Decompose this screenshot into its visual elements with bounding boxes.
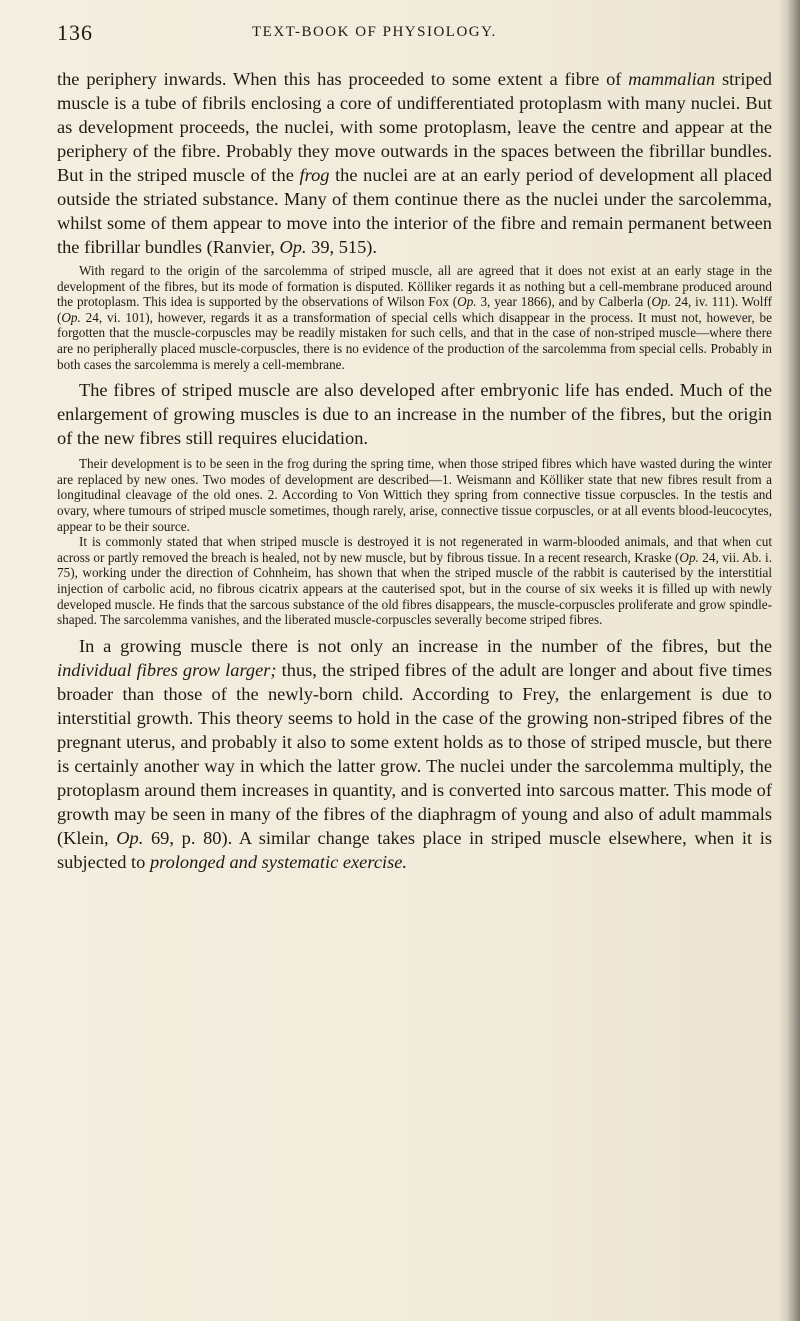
paragraph-growth	[57, 634, 772, 874]
text-run: striped muscle is a tube of fibrils enclosing a core of undifferentiated protoplasm with many nuclei. But as development proceeds, the nuclei, with some protoplasm, leave the centre and appear at the periphery of the fibre. Probably they move outwards in the spaces between the fibrillar bundles. But in the striped muscle of the	[57, 69, 772, 185]
italic-run: individual fibres grow larger;	[57, 659, 277, 680]
running-head: TEXT-BOOK OF PHYSIOLOGY.	[252, 24, 497, 40]
text-run: the periphery inwards. When this has proceeded to some extent a fibre of	[57, 69, 629, 89]
text-run: thus, the striped fibres of the adult are longer and about five times broader than those of the newly-born child. According to Frey, the enlargement is due to interstitial growth. This theory seems to hold in the case of the growing non-striped fibres of the pregnant uterus, and probably it also to some extent holds as to those of striped muscle, but there is certainly another way in which the latter grow. The nuclei under the sarcolemma multiply, the protoplasm around them increases in quantity, and is converted into sarcous matter. This mode of growth may be seen in many of the fibres of the diaphragm of young and also of adult mammals (Klein,	[57, 659, 772, 848]
note-frog-development: Their development is to be seen in the frog during the spring time, when those striped fibres which have wasted during the winter are replaced by new ones. Two modes of development are described—1. Weismann and Kölliker state that new fibres result from a longitudinal cleavage of the old ones. 2. According to Von Wittich they spring from connective tissue corpuscles. In the testis and ovary, where tumours of striped muscle sometimes, though rarely, arise, connective tissue corpuscles, or at all events blood-leucocytes, appear to be their source.	[57, 456, 772, 534]
note-regeneration	[57, 534, 772, 628]
text-run: the nuclei are at an early period of development all placed outside the striated substance. Many of them continue there as the nuclei under the sarcolemma, whilst some of them appear to move into the interior of the fibre and remain permanent between the fibrillar bundles (Ranvier,	[57, 165, 772, 257]
text-run: 24, vii. Ab. i. 75), working under the direction of Cohnheim, has shown that when the striped muscle of the rabbit is cauterised by the interstitial injection of carbolic acid, no fibrous cicatrix appears at the cauterised spot, but in the course of six weeks it is filled up with newly developed muscle. He finds that the sarcous substance of the old fibres disappears, the muscle-corpuscles proliferate and grow spindle-shaped. The sarcolemma vanishes, and the liberated muscle-corpuscles severally become striped fibres.	[57, 549, 772, 628]
text-run: 69, p. 80). A similar change takes place in striped muscle elsewhere, when it is subjected to	[57, 827, 772, 872]
italic-run: prolonged and systematic exercise.	[149, 851, 408, 872]
note-sarcolemma-origin	[57, 263, 772, 372]
page-edge-shadow	[778, 0, 800, 1321]
italic-run: Op.	[679, 549, 699, 565]
italic-run: Op.	[651, 294, 671, 310]
italic-run: mammalian	[628, 69, 716, 89]
page-header	[0, 20, 780, 46]
italic-run: Op.	[61, 309, 81, 325]
italic-run: Op.	[457, 294, 477, 310]
text-run: 24, iv. 111). Wolff (	[57, 294, 772, 325]
page-number: 136	[57, 20, 93, 45]
text-run: It is commonly stated that when striped muscle is destroyed it is not regenerated in warm-blooded animals, and that when cut across or partly removed the breach is healed, not by new muscle, but by fibrous tissue. In a recent research, Kraske (	[57, 534, 772, 565]
italic-run: Op.	[116, 827, 144, 848]
page-content	[57, 67, 772, 874]
italic-run: Op.	[279, 237, 307, 257]
paragraph-post-embryonic: The fibres of striped muscle are also developed after embryonic life has ended. Much of the enlargement of growing muscles is due to an increase in the number of the fibres, but the origin of the new fibres still requires elucidation.	[57, 380, 772, 449]
text-run: 39, 515).	[306, 237, 378, 257]
text-run: In a growing muscle there is not only an increase in the number of the fibres, but the	[79, 635, 772, 656]
text-run: 24, vi. 101), however, regards it as a transformation of special cells which disappear in the process. It must not, however, be forgotten that the muscle-corpuscles may be readily mistaken for such cells, and that in the case of non-striped muscle—where there are no peripherally placed muscle-corpuscles, there is no evidence of the production of the sarcolemma from special cells. Probably in both cases the sarcolemma is merely a cell-membrane.	[57, 309, 772, 372]
text-run: 3, year 1866), and by Calberla (	[476, 294, 652, 310]
text-run: With regard to the origin of the sarcolemma of striped muscle, all are agreed that it does not exist at an early stage in the development of the fibres, but its mode of formation is disputed. Kölliker regards it as nothing but a cell-membrane produced around the protoplasm. This idea is supported by the observations of Wilson Fox (	[57, 263, 772, 310]
paragraph-1	[57, 67, 772, 259]
italic-run: frog	[299, 165, 330, 185]
